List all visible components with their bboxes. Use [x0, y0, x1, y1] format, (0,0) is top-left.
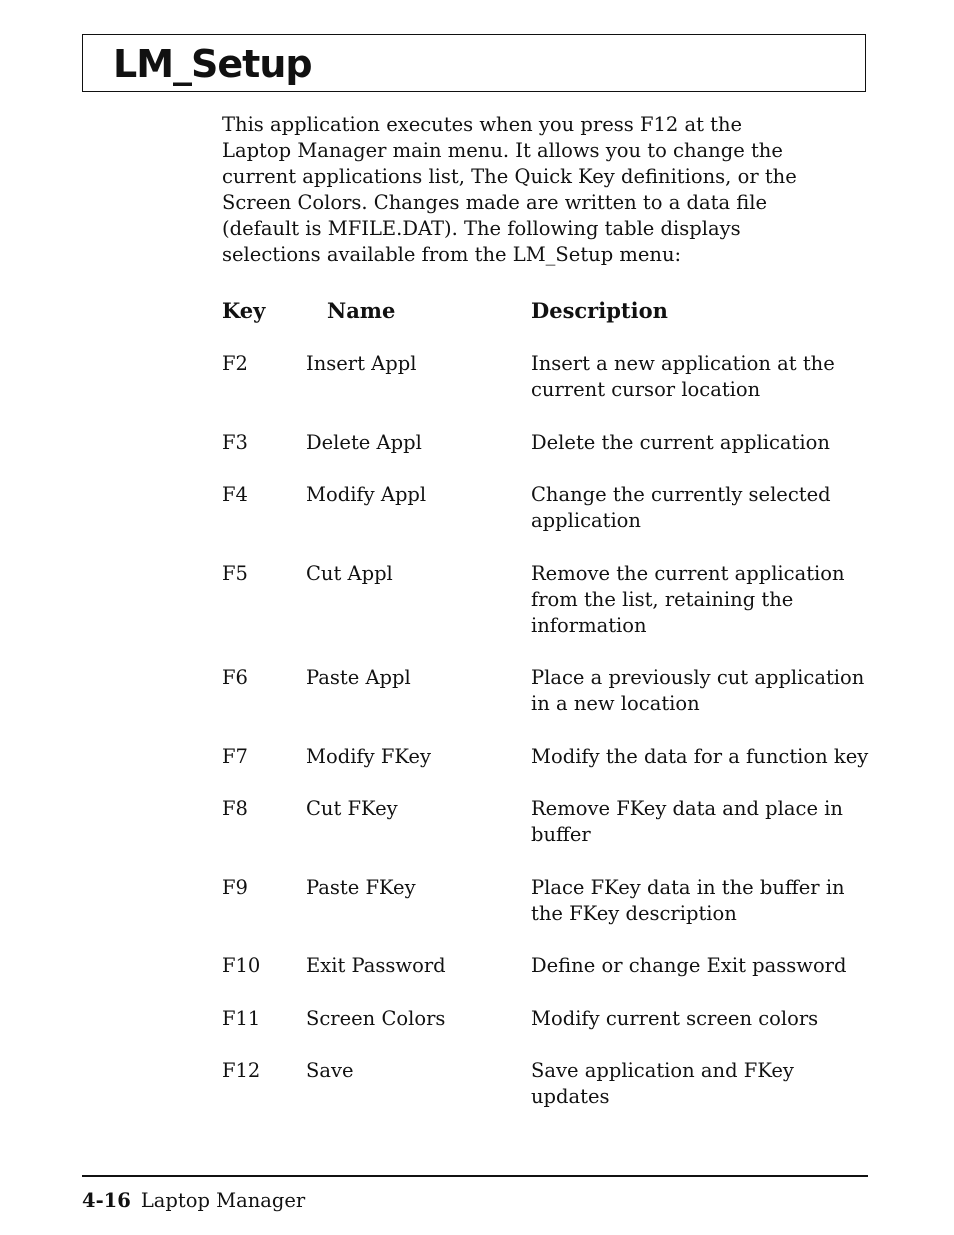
footer-section-title: Laptop Manager	[140, 1189, 306, 1212]
footer-divider	[82, 1175, 868, 1177]
row-description-line: current cursor location	[531, 378, 761, 401]
row-key: F5	[222, 562, 248, 585]
row-description	[531, 953, 911, 979]
row-key: F2	[222, 352, 248, 375]
row-description-line: Remove FKey data and place in	[531, 797, 843, 820]
row-name: Save	[306, 1059, 354, 1082]
row-name: Paste Appl	[306, 666, 411, 689]
row-description	[531, 351, 911, 403]
title-box	[82, 34, 866, 92]
row-name: Modify FKey	[306, 745, 431, 768]
column-header-description: Description	[531, 298, 668, 323]
row-key: F7	[222, 745, 248, 768]
intro-line: Laptop Manager main menu. It allows you to change the	[222, 139, 783, 162]
row-description-line: Delete the current application	[531, 431, 830, 454]
row-name: Modify Appl	[306, 483, 427, 506]
row-description-line: from the list, retaining the	[531, 588, 794, 611]
row-description	[531, 561, 911, 639]
page-number: 4-16	[82, 1189, 131, 1212]
row-description-line: information	[531, 614, 647, 637]
row-description-line: application	[531, 509, 641, 532]
row-name: Cut FKey	[306, 797, 398, 820]
row-key: F4	[222, 483, 248, 506]
row-description-line: the FKey description	[531, 902, 737, 925]
row-description-line: buffer	[531, 823, 591, 846]
row-description-line: Modify current screen colors	[531, 1007, 819, 1030]
row-description	[531, 1058, 911, 1110]
row-key: F6	[222, 666, 248, 689]
row-name: Insert Appl	[306, 352, 417, 375]
row-description-line: Change the currently selected	[531, 483, 831, 506]
row-description	[531, 796, 911, 848]
intro-line: selections available from the LM_Setup menu:	[222, 243, 682, 266]
row-name: Exit Password	[306, 954, 446, 977]
row-name: Cut Appl	[306, 562, 393, 585]
row-description	[531, 1006, 911, 1032]
page-title: LM_Setup	[113, 42, 312, 86]
row-key: F10	[222, 954, 261, 977]
row-name: Paste FKey	[306, 876, 416, 899]
row-name: Screen Colors	[306, 1007, 446, 1030]
table-header	[0, 297, 954, 327]
column-header-name: Name	[327, 298, 396, 323]
intro-line: (default is MFILE.DAT). The following table displays	[222, 217, 741, 240]
row-key: F12	[222, 1059, 261, 1082]
row-description-line: Place a previously cut application	[531, 666, 865, 689]
row-description-line: Insert a new application at the	[531, 352, 835, 375]
row-key: F9	[222, 876, 248, 899]
row-key: F3	[222, 431, 248, 454]
row-description-line: in a new location	[531, 692, 700, 715]
row-name: Delete Appl	[306, 431, 422, 454]
intro-line: current applications list, The Quick Key definitions, or the	[222, 165, 797, 188]
intro-line: This application executes when you press F12 at the	[222, 113, 743, 136]
row-description-line: Remove the current application	[531, 562, 845, 585]
row-description-line: Save application and FKey	[531, 1059, 794, 1082]
intro-line: Screen Colors. Changes made are written to a data file	[222, 191, 768, 214]
row-key: F11	[222, 1007, 261, 1030]
row-description	[531, 430, 911, 456]
row-description	[531, 665, 911, 717]
row-description-line: updates	[531, 1085, 610, 1108]
row-description-line: Modify the data for a function key	[531, 745, 869, 768]
column-header-key: Key	[222, 298, 266, 323]
intro-paragraph	[222, 112, 882, 268]
row-description	[531, 482, 911, 534]
row-description-line: Place FKey data in the buffer in	[531, 876, 845, 899]
page-footer	[82, 1188, 305, 1214]
row-description	[531, 744, 911, 770]
row-description	[531, 875, 911, 927]
row-key: F8	[222, 797, 248, 820]
row-description-line: Define or change Exit password	[531, 954, 847, 977]
